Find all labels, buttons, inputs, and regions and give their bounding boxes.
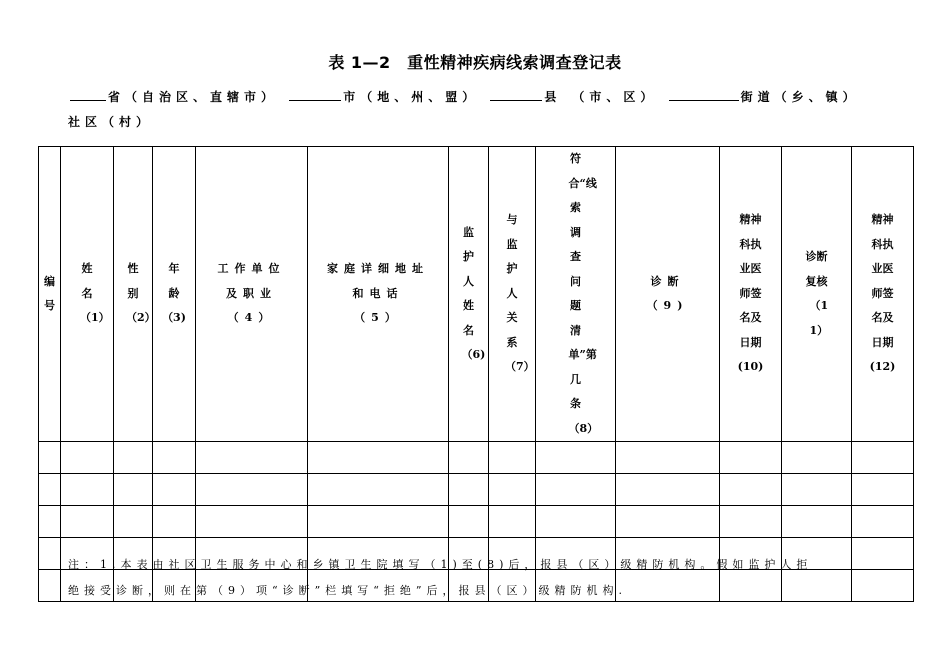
table-cell[interactable]	[616, 442, 720, 474]
table-cell[interactable]	[489, 506, 536, 538]
table-cell[interactable]	[196, 474, 308, 506]
table-cell[interactable]	[536, 506, 616, 538]
table-cell[interactable]	[114, 442, 153, 474]
table-cell[interactable]	[449, 474, 489, 506]
table-cell[interactable]	[449, 506, 489, 538]
table-cell[interactable]	[39, 538, 61, 570]
col-physician-sign-1: 精神科执业医师签名及日期 (10)	[720, 147, 782, 442]
table-cell[interactable]	[782, 474, 852, 506]
col-guardian-name: 监护人姓名 （6)	[449, 147, 489, 442]
table-cell[interactable]	[39, 474, 61, 506]
table-row	[39, 474, 914, 506]
table-cell[interactable]	[153, 474, 196, 506]
table-cell[interactable]	[308, 474, 449, 506]
table-body	[39, 442, 914, 602]
table-cell[interactable]	[616, 506, 720, 538]
table-cell[interactable]	[61, 442, 114, 474]
col-address: 家庭详细地址 和电话 （5）	[308, 147, 449, 442]
table-cell[interactable]	[114, 474, 153, 506]
note-line-1: 注：1.本表由社区卫生服务中心和乡镇卫生院填写（1)至(8)后，报县（区）级精防机构。假如监护人拒	[68, 558, 813, 571]
col-age: 年龄 （3)	[153, 147, 196, 442]
county-label: 县 （市、区）	[544, 90, 658, 104]
table-cell[interactable]	[852, 506, 914, 538]
table-cell[interactable]	[489, 474, 536, 506]
header-row	[39, 147, 914, 442]
col-name: 姓名 （1）	[61, 147, 114, 442]
province-label: 省（自治区、直辖市）	[108, 90, 279, 104]
table-cell[interactable]	[114, 506, 153, 538]
table-row	[39, 442, 914, 474]
col-workplace: 工作单位 及职业 （4）	[196, 147, 308, 442]
table-cell[interactable]	[489, 442, 536, 474]
county-blank[interactable]	[490, 89, 542, 101]
table-cell[interactable]	[782, 442, 852, 474]
city-label: 市（地、州、盟）	[343, 90, 480, 104]
registration-table	[38, 146, 914, 602]
table-cell[interactable]	[852, 474, 914, 506]
table-cell[interactable]	[616, 474, 720, 506]
col-sex: 性别 （2）	[114, 147, 153, 442]
table-cell[interactable]	[308, 506, 449, 538]
col-physician-sign-2: 精神科执业医师签名及日期 (12)	[852, 147, 914, 442]
col-diagnosis: 诊断 （9)	[616, 147, 720, 442]
table-cell[interactable]	[153, 506, 196, 538]
street-blank[interactable]	[669, 89, 739, 101]
table-cell[interactable]	[536, 474, 616, 506]
table-cell[interactable]	[782, 506, 852, 538]
table-cell[interactable]	[720, 506, 782, 538]
community-label: 社区（村）	[68, 115, 154, 129]
col-number: 编号	[39, 147, 61, 442]
street-label: 街道（乡、镇）	[740, 90, 860, 104]
table-cell[interactable]	[720, 442, 782, 474]
table-cell[interactable]	[536, 442, 616, 474]
table-row	[39, 506, 914, 538]
region-line-1	[68, 88, 898, 105]
col-diagnosis-review: 诊断复核 （11）	[782, 147, 852, 442]
note-line-2: 绝接受诊断，则在第（9）项“诊断”栏填写“拒绝”后，报县（区）级精防机构.	[68, 584, 627, 597]
table-cell[interactable]	[852, 442, 914, 474]
table-cell[interactable]	[720, 474, 782, 506]
table-cell[interactable]	[196, 506, 308, 538]
table-cell[interactable]	[449, 442, 489, 474]
table-cell[interactable]	[308, 442, 449, 474]
province-blank[interactable]	[70, 89, 106, 101]
table-cell[interactable]	[39, 570, 61, 602]
form-title: 表 1—2 重性精神疾病线索调查登记表	[328, 53, 622, 72]
region-line-2	[68, 113, 898, 130]
table-cell[interactable]	[61, 474, 114, 506]
table-cell[interactable]	[39, 506, 61, 538]
table-cell[interactable]	[196, 442, 308, 474]
col-guardian-relation: 与监护人关系 （7）	[489, 147, 536, 442]
table-cell[interactable]	[39, 442, 61, 474]
city-blank[interactable]	[289, 89, 341, 101]
table-cell[interactable]	[61, 506, 114, 538]
table-cell[interactable]	[153, 442, 196, 474]
col-clue-item: 符合“线索调查问题清单”第几条 （8）	[536, 147, 616, 442]
